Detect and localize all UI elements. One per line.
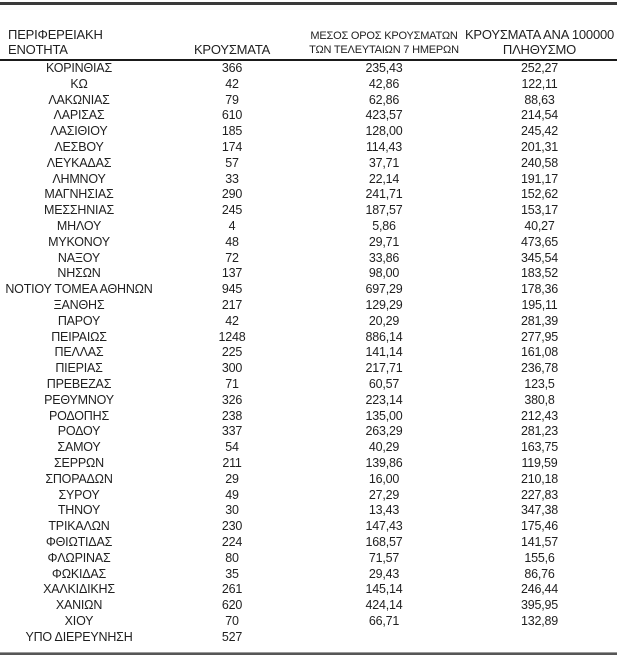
per100k-cell: 201,31: [520, 139, 559, 154]
avg7-cell: 145,14: [365, 582, 403, 597]
avg7-cell: [306, 630, 462, 646]
cases-cell: 620: [221, 598, 243, 613]
region-cell: ΡΟΔΟΥ: [57, 424, 101, 439]
region-cell: ΝΟΤΙΟΥ ΤΟΜΕΑ ΑΘΗΝΩΝ: [5, 282, 153, 297]
table-row: [0, 93, 617, 109]
region-cell: ΜΗΛΟΥ: [56, 218, 102, 233]
table-row: [0, 282, 617, 298]
cases-cell: 137: [221, 266, 243, 281]
per100k-cell: 40,27: [524, 218, 555, 233]
cases-table: [0, 5, 617, 645]
per100k-cell: 132,89: [520, 613, 559, 628]
region-cell: ΥΠΟ ΔΙΕΡΕΥΝΗΣΗ: [25, 629, 133, 644]
per100k-cell: 195,11: [521, 297, 558, 312]
cases-cell: 211: [222, 455, 242, 470]
per100k-cell: 183,52: [520, 266, 559, 281]
per100k-cell: 236,78: [520, 361, 559, 376]
cases-cell: 57: [225, 155, 239, 170]
per100k-cell: 345,54: [520, 250, 559, 265]
per100k-cell: 214,54: [520, 108, 559, 123]
per100k-cell: 122,11: [521, 76, 558, 91]
per100k-cell: 277,95: [520, 329, 559, 344]
table-row: [0, 361, 617, 377]
per100k-cell: 252,27: [520, 61, 559, 75]
table-row: [0, 456, 617, 472]
cases-cell: 245: [221, 203, 243, 218]
table-body: [0, 60, 617, 645]
cases-cell: 42: [225, 76, 239, 91]
table-row: [0, 219, 617, 235]
region-cell: ΣΠΟΡΑΔΩΝ: [45, 471, 113, 486]
cases-cell: 610: [221, 108, 243, 123]
per100k-cell: 246,44: [520, 582, 559, 597]
avg7-cell: 235,43: [365, 61, 403, 75]
region-cell: ΛΗΜΝΟΥ: [52, 171, 106, 186]
table-row: [0, 298, 617, 314]
cases-cell: 527: [221, 629, 243, 644]
region-cell: ΞΑΝΘΗΣ: [53, 297, 105, 312]
region-cell: ΦΘΙΩΤΙΔΑΣ: [45, 534, 113, 549]
avg7-cell: 5,86: [372, 218, 396, 233]
region-cell: ΧΑΛΚΙΔΙΚΗΣ: [43, 582, 115, 597]
per100k-cell: 212,43: [520, 408, 559, 423]
table-row: [0, 488, 617, 504]
per100k-cell: 119,59: [521, 455, 558, 470]
cases-cell: 33: [225, 171, 239, 186]
table-row: [0, 598, 617, 614]
avg7-cell: 62,86: [368, 92, 400, 107]
bottom-rule: [0, 652, 617, 655]
avg7-cell: 223,14: [365, 392, 403, 407]
avg7-cell: 697,29: [365, 282, 403, 297]
cases-cell: 174: [221, 139, 243, 154]
avg7-cell: 135,00: [365, 408, 403, 423]
avg7-cell: 139,86: [365, 455, 403, 470]
column-header-avg7: [306, 5, 462, 60]
table-row: [0, 503, 617, 519]
avg7-cell: 114,43: [365, 139, 403, 154]
per100k-cell: 141,57: [520, 534, 559, 549]
region-cell: ΦΛΩΡΙΝΑΣ: [47, 550, 111, 565]
per100k-cell: 161,08: [520, 345, 559, 360]
avg7-cell: 66,71: [368, 613, 400, 628]
avg7-cell: 22,14: [368, 171, 400, 186]
table-row: [0, 124, 617, 140]
per100k-cell: 245,42: [520, 124, 559, 139]
avg7-cell: 29,43: [368, 566, 400, 581]
region-cell: ΣΕΡΡΩΝ: [54, 455, 104, 470]
region-cell: ΡΟΔΟΠΗΣ: [49, 408, 109, 423]
table-row: [0, 345, 617, 361]
cases-cell: 300: [221, 361, 243, 376]
avg7-cell: 187,57: [365, 203, 403, 218]
per100k-cell: 86,76: [524, 566, 555, 581]
table-row: [0, 108, 617, 124]
per100k-cell: 227,83: [520, 487, 559, 502]
cases-cell: 70: [225, 613, 239, 628]
region-cell: ΠΕΙΡΑΙΩΣ: [51, 329, 107, 344]
per100k-cell: 240,58: [520, 155, 559, 170]
avg7-cell: 423,57: [365, 108, 403, 123]
region-cell: ΜΑΓΝΗΣΙΑΣ: [44, 187, 114, 202]
column-header-per100k: [462, 5, 617, 60]
column-header-cases: ΚΡΟΥΣΜΑΤΑ: [158, 5, 306, 60]
cases-cell: 35: [225, 566, 239, 581]
avg7-cell: 424,14: [365, 598, 403, 613]
column-header-avg7-line1: ΜΕΣΟΣ ΟΡΟΣ ΚΡΟΥΣΜΑΤΩΝ: [310, 30, 458, 42]
table-row: [0, 156, 617, 172]
per100k-cell: 152,62: [520, 187, 559, 202]
avg7-cell: 42,86: [368, 76, 400, 91]
cases-cell: 261: [221, 582, 243, 597]
table-row: [0, 472, 617, 488]
avg7-cell: 98,00: [368, 266, 400, 281]
avg7-cell: 71,57: [368, 550, 400, 565]
table-row: [0, 614, 617, 630]
table-row: [0, 567, 617, 583]
region-cell: ΠΙΕΡΙΑΣ: [55, 361, 103, 376]
avg7-cell: 168,57: [365, 534, 403, 549]
region-cell: ΧΙΟΥ: [64, 613, 94, 628]
cases-cell: 1248: [218, 329, 246, 344]
cases-cell: 366: [221, 61, 243, 75]
table-row: [0, 424, 617, 440]
column-header-region: ΠΕΡΙΦΕΡΕΙΑΚΗ ΕΝΟΤΗΤΑ: [0, 5, 158, 60]
per100k-cell: 210,18: [520, 471, 559, 486]
table-row: [0, 140, 617, 156]
table-row: [0, 203, 617, 219]
cases-cell: 224: [221, 534, 243, 549]
region-cell: ΠΡΕΒΕΖΑΣ: [46, 376, 112, 391]
region-cell: ΤΡΙΚΑΛΩΝ: [48, 519, 110, 534]
per100k-cell: 175,46: [520, 519, 559, 534]
cases-cell: 4: [228, 218, 236, 233]
region-cell: ΚΟΡΙΝΘΙΑΣ: [46, 61, 112, 75]
table-row: [0, 187, 617, 203]
avg7-cell: 40,29: [368, 440, 400, 455]
region-cell: ΛΑΚΩΝΙΑΣ: [48, 92, 110, 107]
region-cell: ΜΥΚΟΝΟΥ: [48, 234, 110, 249]
table-row: [0, 582, 617, 598]
avg7-cell: 128,00: [365, 124, 403, 139]
per100k-cell: 395,95: [520, 598, 559, 613]
column-header-per100k-line1: ΚΡΟΥΣΜΑΤΑ ΑΝΑ 100000: [464, 27, 615, 42]
column-header-per100k-line2: ΠΛΗΘΥΣΜΟ: [502, 42, 577, 57]
avg7-cell: 217,71: [365, 361, 403, 376]
cases-cell: 71: [225, 376, 239, 391]
region-cell: ΚΩ: [70, 76, 88, 91]
per100k-cell: 380,8: [524, 392, 555, 407]
region-cell: ΛΑΡΙΣΑΣ: [53, 108, 105, 123]
region-cell: ΣΥΡΟΥ: [58, 487, 100, 502]
per100k-cell: 88,63: [524, 92, 555, 107]
table-row: [0, 519, 617, 535]
cases-cell: 49: [225, 487, 239, 502]
per100k-cell: 191,17: [520, 171, 559, 186]
cases-cell: 290: [221, 187, 243, 202]
region-cell: ΛΕΣΒΟΥ: [54, 139, 104, 154]
per100k-cell: [462, 630, 617, 646]
per100k-cell: 281,23: [520, 424, 559, 439]
cases-cell: 217: [221, 297, 243, 312]
region-cell: ΡΕΘΥΜΝΟΥ: [44, 392, 114, 407]
table-row: [0, 314, 617, 330]
table-row: [0, 630, 617, 646]
cases-cell: 30: [225, 503, 239, 518]
per100k-cell: 153,17: [520, 203, 559, 218]
table-row: [0, 393, 617, 409]
avg7-cell: 241,71: [365, 187, 403, 202]
cases-cell: 337: [221, 424, 243, 439]
avg7-cell: 886,14: [365, 329, 403, 344]
table-row: [0, 251, 617, 267]
cases-cell: 42: [225, 313, 239, 328]
cases-cell: 945: [221, 282, 243, 297]
cases-cell: 79: [225, 92, 239, 107]
avg7-cell: 16,00: [368, 471, 400, 486]
region-cell: ΛΑΣΙΘΙΟΥ: [50, 124, 108, 139]
avg7-cell: 20,29: [368, 313, 400, 328]
table-row: [0, 440, 617, 456]
per100k-cell: 155,6: [524, 550, 555, 565]
per100k-cell: 347,38: [520, 503, 559, 518]
region-cell: ΝΗΣΩΝ: [57, 266, 101, 281]
per100k-cell: 123,5: [524, 376, 555, 391]
avg7-cell: 33,86: [368, 250, 400, 265]
table-row: [0, 409, 617, 425]
cases-cell: 185: [221, 124, 243, 139]
table-row: [0, 60, 617, 77]
avg7-cell: 60,57: [368, 376, 400, 391]
table-row: [0, 235, 617, 251]
cases-cell: 72: [225, 250, 239, 265]
avg7-cell: 37,71: [368, 155, 400, 170]
region-cell: ΧΑΝΙΩΝ: [55, 598, 103, 613]
avg7-cell: 263,29: [365, 424, 403, 439]
cases-cell: 238: [221, 408, 243, 423]
column-header-avg7-line2: ΤΩΝ ΤΕΛΕΥΤΑΙΩΝ 7 ΗΜΕΡΩΝ: [309, 43, 459, 56]
region-cell: ΛΕΥΚΑΔΑΣ: [46, 155, 112, 170]
region-cell: ΤΗΝΟΥ: [57, 503, 101, 518]
avg7-cell: 27,29: [368, 487, 400, 502]
table-row: [0, 377, 617, 393]
avg7-cell: 13,43: [368, 503, 400, 518]
per100k-cell: 281,39: [520, 313, 559, 328]
avg7-cell: 147,43: [365, 519, 403, 534]
region-cell: ΝΑΞΟΥ: [57, 250, 101, 265]
header-row: [0, 5, 617, 60]
region-cell: ΜΕΣΣΗΝΙΑΣ: [44, 203, 114, 218]
per100k-cell: 178,36: [520, 282, 559, 297]
avg7-cell: 129,29: [365, 297, 403, 312]
cases-cell: 230: [221, 519, 243, 534]
table-row: [0, 330, 617, 346]
region-cell: ΠΑΡΟΥ: [57, 313, 101, 328]
avg7-cell: 29,71: [368, 234, 400, 249]
avg7-cell: 141,14: [365, 345, 403, 360]
table-row: [0, 551, 617, 567]
region-cell: ΣΑΜΟΥ: [57, 440, 101, 455]
per100k-cell: 473,65: [520, 234, 559, 249]
cases-cell: 29: [225, 471, 239, 486]
table-row: [0, 266, 617, 282]
table-row: [0, 172, 617, 188]
cases-cell: 54: [225, 440, 239, 455]
table-row: [0, 77, 617, 93]
cases-cell: 80: [225, 550, 239, 565]
region-cell: ΠΕΛΛΑΣ: [54, 345, 104, 360]
cases-cell: 225: [221, 345, 243, 360]
table-row: [0, 535, 617, 551]
region-cell: ΦΩΚΙΔΑΣ: [51, 566, 107, 581]
table-header: [0, 5, 617, 60]
cases-cell: 326: [221, 392, 243, 407]
cases-cell: 48: [225, 234, 239, 249]
per100k-cell: 163,75: [520, 440, 559, 455]
